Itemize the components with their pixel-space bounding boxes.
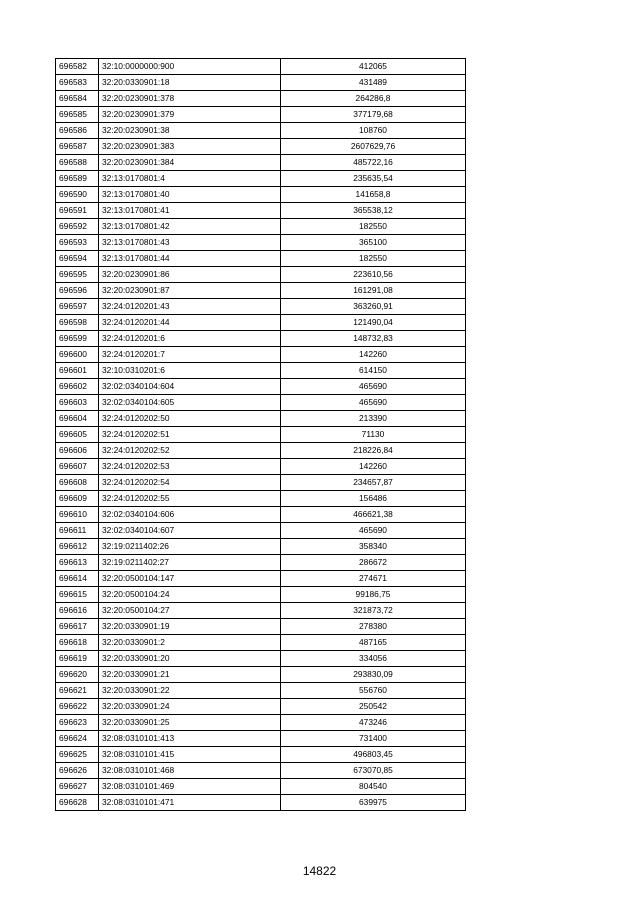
row-id-cell: 696606 [56, 443, 99, 459]
table-row [56, 395, 466, 411]
cadastral-number-cell: 32:13:0170801:42 [99, 219, 281, 235]
row-id-cell: 696611 [56, 523, 99, 539]
cadastral-number-cell: 32:20:0330901:24 [99, 699, 281, 715]
table-row [56, 507, 466, 523]
table-row [56, 779, 466, 795]
row-id-cell: 696621 [56, 683, 99, 699]
cadastral-number-cell: 32:24:0120202:53 [99, 459, 281, 475]
row-id-cell: 696612 [56, 539, 99, 555]
value-cell: 213390 [281, 411, 466, 427]
row-id-cell: 696594 [56, 251, 99, 267]
row-id-cell: 696610 [56, 507, 99, 523]
value-cell: 465690 [281, 395, 466, 411]
table-row [56, 667, 466, 683]
value-cell: 142260 [281, 347, 466, 363]
data-table [55, 58, 466, 811]
table-row [56, 699, 466, 715]
row-id-cell: 696592 [56, 219, 99, 235]
value-cell: 234657,87 [281, 475, 466, 491]
table-row [56, 267, 466, 283]
table-row [56, 59, 466, 75]
row-id-cell: 696614 [56, 571, 99, 587]
row-id-cell: 696587 [56, 139, 99, 155]
value-cell: 2607629,76 [281, 139, 466, 155]
cadastral-number-cell: 32:13:0170801:43 [99, 235, 281, 251]
cadastral-number-cell: 32:08:0310101:471 [99, 795, 281, 811]
cadastral-number-cell: 32:20:0500104:24 [99, 587, 281, 603]
cadastral-number-cell: 32:08:0310101:468 [99, 763, 281, 779]
table-row [56, 683, 466, 699]
value-cell: 673070,85 [281, 763, 466, 779]
row-id-cell: 696628 [56, 795, 99, 811]
cadastral-number-cell: 32:20:0230901:384 [99, 155, 281, 171]
row-id-cell: 696625 [56, 747, 99, 763]
table-row [56, 283, 466, 299]
cadastral-number-cell: 32:02:0340104:604 [99, 379, 281, 395]
table-row [56, 763, 466, 779]
value-cell: 148732,83 [281, 331, 466, 347]
cadastral-number-cell: 32:20:0330901:19 [99, 619, 281, 635]
table-row [56, 443, 466, 459]
table-row [56, 347, 466, 363]
value-cell: 465690 [281, 379, 466, 395]
cadastral-number-cell: 32:02:0340104:606 [99, 507, 281, 523]
cadastral-number-cell: 32:20:0330901:18 [99, 75, 281, 91]
row-id-cell: 696626 [56, 763, 99, 779]
value-cell: 250542 [281, 699, 466, 715]
row-id-cell: 696597 [56, 299, 99, 315]
table-row [56, 715, 466, 731]
value-cell: 235635,54 [281, 171, 466, 187]
value-cell: 182550 [281, 251, 466, 267]
cadastral-number-cell: 32:20:0500104:27 [99, 603, 281, 619]
value-cell: 431489 [281, 75, 466, 91]
value-cell: 274671 [281, 571, 466, 587]
cadastral-number-cell: 32:24:0120201:6 [99, 331, 281, 347]
row-id-cell: 696582 [56, 59, 99, 75]
cadastral-number-cell: 32:20:0330901:25 [99, 715, 281, 731]
value-cell: 639975 [281, 795, 466, 811]
value-cell: 293830,09 [281, 667, 466, 683]
table-row [56, 411, 466, 427]
row-id-cell: 696623 [56, 715, 99, 731]
cadastral-number-cell: 32:08:0310101:415 [99, 747, 281, 763]
table-row [56, 171, 466, 187]
row-id-cell: 696586 [56, 123, 99, 139]
row-id-cell: 696599 [56, 331, 99, 347]
cadastral-number-cell: 32:13:0170801:4 [99, 171, 281, 187]
table-row [56, 363, 466, 379]
row-id-cell: 696588 [56, 155, 99, 171]
cadastral-number-cell: 32:20:0330901:2 [99, 635, 281, 651]
row-id-cell: 696590 [56, 187, 99, 203]
row-id-cell: 696613 [56, 555, 99, 571]
value-cell: 182550 [281, 219, 466, 235]
table-row [56, 523, 466, 539]
value-cell: 412065 [281, 59, 466, 75]
value-cell: 156486 [281, 491, 466, 507]
value-cell: 731400 [281, 731, 466, 747]
table-row [56, 555, 466, 571]
row-id-cell: 696608 [56, 475, 99, 491]
value-cell: 473246 [281, 715, 466, 731]
row-id-cell: 696605 [56, 427, 99, 443]
value-cell: 556760 [281, 683, 466, 699]
value-cell: 264286,8 [281, 91, 466, 107]
table-row [56, 747, 466, 763]
row-id-cell: 696622 [56, 699, 99, 715]
value-cell: 365100 [281, 235, 466, 251]
value-cell: 485722,16 [281, 155, 466, 171]
cadastral-number-cell: 32:08:0310101:469 [99, 779, 281, 795]
row-id-cell: 696585 [56, 107, 99, 123]
value-cell: 121490,04 [281, 315, 466, 331]
cadastral-number-cell: 32:24:0120201:43 [99, 299, 281, 315]
table-row [56, 379, 466, 395]
cadastral-number-cell: 32:24:0120201:44 [99, 315, 281, 331]
table-row [56, 123, 466, 139]
row-id-cell: 696620 [56, 667, 99, 683]
row-id-cell: 696627 [56, 779, 99, 795]
cadastral-number-cell: 32:19:0211402:26 [99, 539, 281, 555]
table-row [56, 539, 466, 555]
value-cell: 465690 [281, 523, 466, 539]
cadastral-number-cell: 32:20:0330901:21 [99, 667, 281, 683]
value-cell: 161291,08 [281, 283, 466, 299]
row-id-cell: 696619 [56, 651, 99, 667]
cadastral-number-cell: 32:20:0230901:383 [99, 139, 281, 155]
row-id-cell: 696603 [56, 395, 99, 411]
cadastral-number-cell: 32:10:0000000:900 [99, 59, 281, 75]
value-cell: 466621,38 [281, 507, 466, 523]
value-cell: 804540 [281, 779, 466, 795]
cadastral-number-cell: 32:13:0170801:40 [99, 187, 281, 203]
cadastral-number-cell: 32:19:0211402:27 [99, 555, 281, 571]
table-row [56, 603, 466, 619]
table-row [56, 475, 466, 491]
row-id-cell: 696602 [56, 379, 99, 395]
table-row [56, 635, 466, 651]
row-id-cell: 696616 [56, 603, 99, 619]
row-id-cell: 696607 [56, 459, 99, 475]
cadastral-number-cell: 32:20:0230901:379 [99, 107, 281, 123]
table-row [56, 651, 466, 667]
table-row [56, 619, 466, 635]
row-id-cell: 696598 [56, 315, 99, 331]
cadastral-number-cell: 32:02:0340104:605 [99, 395, 281, 411]
table-row [56, 251, 466, 267]
value-cell: 496803,45 [281, 747, 466, 763]
value-cell: 141658,8 [281, 187, 466, 203]
cadastral-number-cell: 32:20:0230901:378 [99, 91, 281, 107]
value-cell: 614150 [281, 363, 466, 379]
table-body [56, 59, 466, 811]
cadastral-number-cell: 32:02:0340104:607 [99, 523, 281, 539]
cadastral-number-cell: 32:13:0170801:41 [99, 203, 281, 219]
row-id-cell: 696624 [56, 731, 99, 747]
row-id-cell: 696618 [56, 635, 99, 651]
cadastral-number-cell: 32:24:0120201:7 [99, 347, 281, 363]
table-row [56, 91, 466, 107]
table-row [56, 235, 466, 251]
row-id-cell: 696591 [56, 203, 99, 219]
row-id-cell: 696601 [56, 363, 99, 379]
value-cell: 99186,75 [281, 587, 466, 603]
cadastral-number-cell: 32:20:0230901:86 [99, 267, 281, 283]
row-id-cell: 696595 [56, 267, 99, 283]
table-row [56, 187, 466, 203]
value-cell: 286672 [281, 555, 466, 571]
table-row [56, 491, 466, 507]
cadastral-number-cell: 32:13:0170801:44 [99, 251, 281, 267]
table-row [56, 75, 466, 91]
row-id-cell: 696589 [56, 171, 99, 187]
cadastral-number-cell: 32:24:0120202:54 [99, 475, 281, 491]
value-cell: 363260,91 [281, 299, 466, 315]
cadastral-number-cell: 32:20:0500104:147 [99, 571, 281, 587]
value-cell: 358340 [281, 539, 466, 555]
value-cell: 365538,12 [281, 203, 466, 219]
table-row [56, 587, 466, 603]
value-cell: 377179,68 [281, 107, 466, 123]
cadastral-number-cell: 32:24:0120202:52 [99, 443, 281, 459]
value-cell: 334056 [281, 651, 466, 667]
value-cell: 223610,56 [281, 267, 466, 283]
table-row [56, 331, 466, 347]
row-id-cell: 696583 [56, 75, 99, 91]
cadastral-number-cell: 32:24:0120202:55 [99, 491, 281, 507]
table-row [56, 139, 466, 155]
table-row [56, 203, 466, 219]
value-cell: 321873,72 [281, 603, 466, 619]
table-row [56, 107, 466, 123]
value-cell: 487165 [281, 635, 466, 651]
value-cell: 108760 [281, 123, 466, 139]
cadastral-number-cell: 32:20:0330901:20 [99, 651, 281, 667]
value-cell: 142260 [281, 459, 466, 475]
row-id-cell: 696593 [56, 235, 99, 251]
value-cell: 218226,84 [281, 443, 466, 459]
table-row [56, 427, 466, 443]
cadastral-number-cell: 32:24:0120202:51 [99, 427, 281, 443]
table-row [56, 571, 466, 587]
table-row [56, 459, 466, 475]
cadastral-number-cell: 32:20:0230901:87 [99, 283, 281, 299]
table-row [56, 219, 466, 235]
cadastral-number-cell: 32:10:0310201:6 [99, 363, 281, 379]
table-row [56, 795, 466, 811]
value-cell: 71130 [281, 427, 466, 443]
cadastral-number-cell: 32:20:0230901:38 [99, 123, 281, 139]
table-row [56, 155, 466, 171]
table-row [56, 315, 466, 331]
cadastral-number-cell: 32:20:0330901:22 [99, 683, 281, 699]
row-id-cell: 696596 [56, 283, 99, 299]
table-row [56, 299, 466, 315]
cadastral-number-cell: 32:08:0310101:413 [99, 731, 281, 747]
value-cell: 278380 [281, 619, 466, 635]
row-id-cell: 696609 [56, 491, 99, 507]
row-id-cell: 696604 [56, 411, 99, 427]
row-id-cell: 696584 [56, 91, 99, 107]
row-id-cell: 696617 [56, 619, 99, 635]
cadastral-number-cell: 32:24:0120202:50 [99, 411, 281, 427]
page-number: 14822 [302, 864, 337, 878]
row-id-cell: 696600 [56, 347, 99, 363]
table-row [56, 731, 466, 747]
row-id-cell: 696615 [56, 587, 99, 603]
